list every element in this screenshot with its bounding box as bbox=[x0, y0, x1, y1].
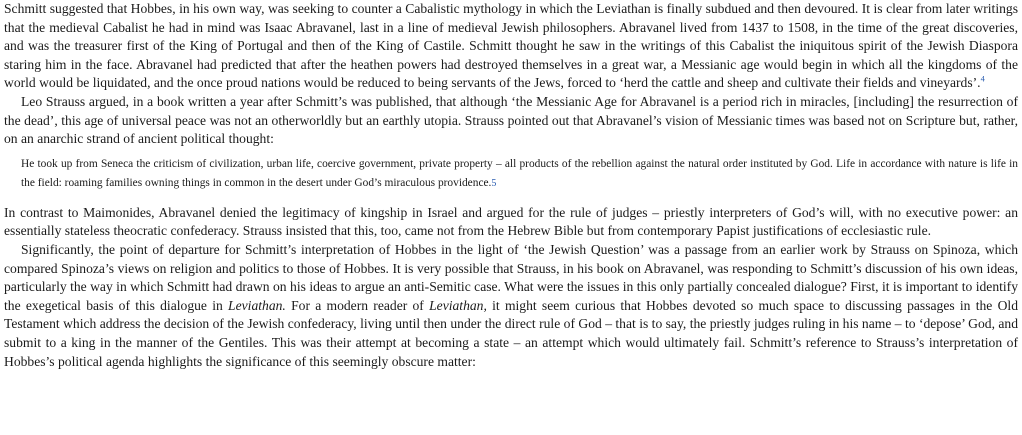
paragraph-1-text: Schmitt suggested that Hobbes, in his own way, was seeking to counter a Cabalistic mythology in which the Leviathan is finally subdued and then devoured. It is clear from later writings that the medieval Cabalist he had in mind was Isaac Abravanel, last in a line of medieval Jewish philosophers. Abravanel lived from 1437 to 1508, in the time of the great discoveries, and was the treasurer first of the King of Portugal and then of the King of Castile. Schmitt thought he saw in the writings of this Cabalist the iniquitous spirit of the Jewish Diaspora staring him in the face. Abravanel had predicted that after the heathen powers had destroyed themselves in a great war, a Messianic age would begin in which all the kingdoms of the world would be liquidated, and the once proud nations would be reduced to being servants of the Jews, forced to ‘herd the cattle and sheep and cultivate their fields and vineyards’. bbox=[4, 1, 1018, 91]
footnote-ref-5[interactable]: 5 bbox=[491, 177, 497, 189]
block-quote-text: He took up from Seneca the criticism of civilization, urban life, coercive government, private property – all products of the rebellion against the natural order instituted by God. Life in accordance with nature is life in the field: roaming families owning things in common in the desert under God’s miraculous providence. bbox=[21, 157, 1018, 189]
book-title-leviathan-2: Leviathan, bbox=[429, 297, 487, 313]
paragraph-3: In contrast to Maimonides, Abravanel denied the legitimacy of kingship in Israel and argued for the rule of judges – priestly interpreters of God’s will, with no executive power: an essentially stateless theocratic confederacy. Strauss insisted that this, too, came not from the Hebrew Bible but from contemporary Papist justifications of ecclesiastic rule. bbox=[4, 204, 1018, 239]
footnote-ref-4[interactable]: 4 bbox=[980, 73, 985, 84]
block-quote bbox=[21, 155, 1018, 193]
paragraph-4-text-c: it might seem curious that Hobbes devoted so much space to discussing passages in the Old Testament which address the decision of the Jewish confederacy, living until then under the direct rule of God – that is to say, the priestly judges ruling in his name – to ‘depose’ God, and submit to a king in the manner of the Gentiles. This was their attempt at becoming a state – an attempt which would ultimately fail. Schmitt’s reference to Strauss’s interpretation of Hobbes’s political agenda highlights the significance of this seemingly obscure matter: bbox=[4, 297, 1018, 369]
paragraph-4-text-b: For a modern reader of bbox=[285, 297, 430, 313]
paragraph-4 bbox=[4, 241, 1018, 371]
book-title-leviathan: Leviathan. bbox=[228, 297, 286, 313]
paragraph-2: Leo Strauss argued, in a book written a year after Schmitt’s was published, that although ‘the Messianic Age for Abravanel is a period rich in miracles, [including] the resurrection of the dead’, this age of universal peace was not an otherworldly but an earthly utopia. Strauss pointed out that Abravanel’s vision of Messianic times was based not on Scripture but, rather, on an anarchic strand of ancient political thought: bbox=[4, 93, 1018, 147]
paragraph-1 bbox=[4, 0, 1018, 93]
paragraph-4-text-a: Significantly, the point of departure for Schmitt’s interpretation of Hobbes in the light of ‘the Jewish Question’ was a passage from an earlier work by Strauss on Spinoza, which compared Spinoza’s views on religion and politics to those of Hobbes. It is very possible that Strauss, in his book on Abravanel, was responding to Schmitt’s discussion of his own ideas, particularly the way in which Schmitt had drawn on his ideas to argue an anti-Semitic case. What were the issues in this only partially concealed dialogue? First, it is important to identify the exegetical basis of this dialogue in bbox=[4, 241, 1018, 313]
